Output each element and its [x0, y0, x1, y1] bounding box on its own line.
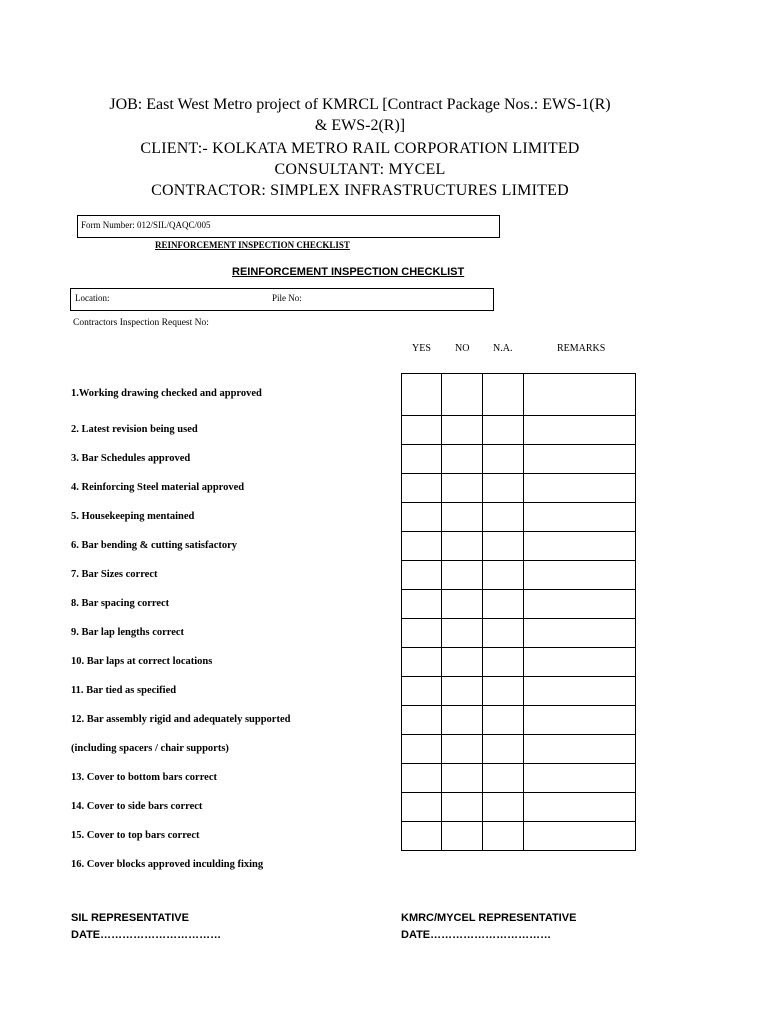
na-cell[interactable]: [483, 561, 524, 590]
grid-row: [402, 416, 636, 445]
remarks-cell[interactable]: [524, 677, 636, 706]
contractor-line: CONTRACTOR: SIMPLEX INFRASTRUCTURES LIMITED: [151, 182, 569, 199]
yes-cell[interactable]: [402, 764, 442, 793]
no-cell[interactable]: [442, 590, 483, 619]
no-cell[interactable]: [442, 735, 483, 764]
col-no: NO: [455, 343, 470, 354]
grid-row: [402, 677, 636, 706]
location-label: Location:: [75, 293, 110, 303]
checklist-item: 4. Reinforcing Steel material approved: [71, 482, 245, 493]
sil-date-line: DATE……………………………: [71, 929, 222, 941]
grid-row: [402, 445, 636, 474]
grid-row: [402, 532, 636, 561]
no-cell[interactable]: [442, 648, 483, 677]
na-cell[interactable]: [483, 532, 524, 561]
remarks-cell[interactable]: [524, 416, 636, 445]
grid-row: [402, 706, 636, 735]
na-cell[interactable]: [483, 474, 524, 503]
no-cell[interactable]: [442, 474, 483, 503]
yes-cell[interactable]: [402, 822, 442, 851]
checklist-item: 6. Bar bending & cutting satisfactory: [71, 540, 238, 551]
remarks-cell[interactable]: [524, 822, 636, 851]
checklist-item: 1.Working drawing checked and approved: [71, 388, 262, 399]
remarks-cell[interactable]: [524, 590, 636, 619]
grid-row: [402, 619, 636, 648]
job-title-line2: & EWS-2(R)]: [314, 117, 406, 134]
checklist-item: 2. Latest revision being used: [71, 424, 198, 435]
na-cell[interactable]: [483, 822, 524, 851]
checklist-item: 9. Bar lap lengths correct: [71, 627, 185, 638]
no-cell[interactable]: [442, 532, 483, 561]
yes-cell[interactable]: [402, 706, 442, 735]
remarks-cell[interactable]: [524, 445, 636, 474]
checklist-item: 10. Bar laps at correct locations: [71, 656, 213, 667]
checklist-item: 12. Bar assembly rigid and adequately supported: [71, 714, 291, 725]
remarks-cell[interactable]: [524, 793, 636, 822]
sil-representative-label: SIL REPRESENTATIVE: [71, 912, 189, 924]
grid-row: [402, 735, 636, 764]
checklist-item: 3. Bar Schedules approved: [71, 453, 191, 464]
yes-cell[interactable]: [402, 619, 442, 648]
remarks-cell[interactable]: [524, 561, 636, 590]
form-subtitle: REINFORCEMENT INSPECTION CHECKLIST: [155, 240, 350, 250]
grid-row: [402, 374, 636, 416]
yes-cell[interactable]: [402, 374, 442, 416]
na-cell[interactable]: [483, 445, 524, 474]
checklist-item: 15. Cover to top bars correct: [71, 830, 200, 841]
client-line: CLIENT:- KOLKATA METRO RAIL CORPORATION LIMITED: [140, 140, 580, 157]
na-cell[interactable]: [483, 648, 524, 677]
yes-cell[interactable]: [402, 474, 442, 503]
yes-cell[interactable]: [402, 677, 442, 706]
grid-row: [402, 590, 636, 619]
na-cell[interactable]: [483, 677, 524, 706]
na-cell[interactable]: [483, 793, 524, 822]
grid-row: [402, 822, 636, 851]
remarks-cell[interactable]: [524, 474, 636, 503]
no-cell[interactable]: [442, 822, 483, 851]
na-cell[interactable]: [483, 416, 524, 445]
yes-cell[interactable]: [402, 416, 442, 445]
na-cell[interactable]: [483, 590, 524, 619]
yes-cell[interactable]: [402, 561, 442, 590]
inspection-request-label: Contractors Inspection Request No:: [73, 318, 209, 328]
no-cell[interactable]: [442, 706, 483, 735]
no-cell[interactable]: [442, 416, 483, 445]
checklist-grid: [401, 373, 636, 851]
consultant-line: CONSULTANT: MYCEL: [274, 161, 446, 178]
grid-row: [402, 648, 636, 677]
na-cell[interactable]: [483, 735, 524, 764]
na-cell[interactable]: [483, 619, 524, 648]
location-pile-box: [70, 288, 494, 311]
yes-cell[interactable]: [402, 503, 442, 532]
pile-label: Pile No:: [272, 293, 302, 303]
grid-row: [402, 503, 636, 532]
col-na: N.A.: [493, 343, 513, 354]
checklist-item: 11. Bar tied as specified: [71, 685, 177, 696]
grid-row: [402, 474, 636, 503]
remarks-cell[interactable]: [524, 648, 636, 677]
yes-cell[interactable]: [402, 648, 442, 677]
checklist-item: 13. Cover to bottom bars correct: [71, 772, 217, 783]
kmrc-mycel-date-line: DATE……………………………: [401, 929, 552, 941]
remarks-cell[interactable]: [524, 619, 636, 648]
grid-row: [402, 793, 636, 822]
checklist-item: 8. Bar spacing correct: [71, 598, 170, 609]
remarks-cell[interactable]: [524, 503, 636, 532]
checklist-item: 16. Cover blocks approved inculding fixing: [71, 859, 264, 870]
remarks-cell[interactable]: [524, 532, 636, 561]
no-cell[interactable]: [442, 445, 483, 474]
remarks-cell[interactable]: [524, 764, 636, 793]
yes-cell[interactable]: [402, 590, 442, 619]
no-cell[interactable]: [442, 619, 483, 648]
remarks-cell[interactable]: [524, 706, 636, 735]
job-title-line1: JOB: East West Metro project of KMRCL [Contract Package Nos.: EWS-1(R): [109, 96, 611, 113]
na-cell[interactable]: [483, 374, 524, 416]
no-cell[interactable]: [442, 561, 483, 590]
na-cell[interactable]: [483, 764, 524, 793]
yes-cell[interactable]: [402, 445, 442, 474]
col-yes: YES: [412, 343, 431, 354]
no-cell[interactable]: [442, 374, 483, 416]
yes-cell[interactable]: [402, 735, 442, 764]
yes-cell[interactable]: [402, 793, 442, 822]
checklist-title: REINFORCEMENT INSPECTION CHECKLIST: [232, 266, 465, 278]
form-number-box: [77, 215, 500, 238]
yes-cell[interactable]: [402, 532, 442, 561]
col-remarks: REMARKS: [557, 343, 606, 354]
na-cell[interactable]: [483, 706, 524, 735]
no-cell[interactable]: [442, 503, 483, 532]
no-cell[interactable]: [442, 793, 483, 822]
remarks-cell[interactable]: [524, 374, 636, 416]
grid-row: [402, 764, 636, 793]
checklist-item: 7. Bar Sizes correct: [71, 569, 158, 580]
na-cell[interactable]: [483, 503, 524, 532]
checklist-item: 14. Cover to side bars correct: [71, 801, 203, 812]
checklist-item: 5. Housekeeping mentained: [71, 511, 195, 522]
form-number: Form Number: 012/SIL/QAQC/005: [81, 220, 211, 230]
kmrc-mycel-representative-label: KMRC/MYCEL REPRESENTATIVE: [401, 912, 577, 924]
remarks-cell[interactable]: [524, 735, 636, 764]
no-cell[interactable]: [442, 677, 483, 706]
grid-row: [402, 561, 636, 590]
checklist-item: (including spacers / chair supports): [71, 743, 229, 754]
no-cell[interactable]: [442, 764, 483, 793]
